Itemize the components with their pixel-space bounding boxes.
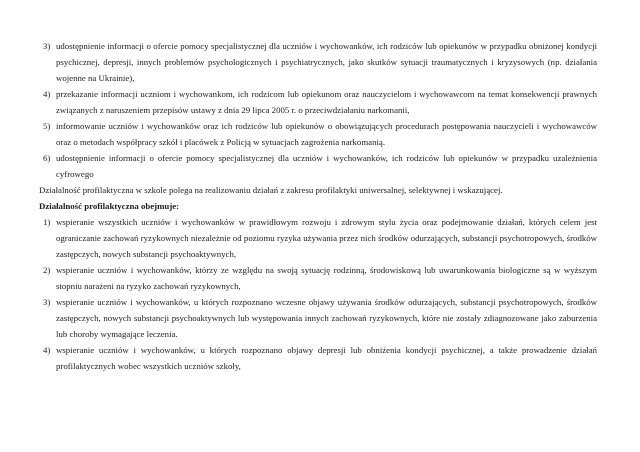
- list-item-text: wspieranie uczniów i wychowanków, u których rozpoznano wczesne objawy używania środków odurzających, substancji psychotropowych, środków zastępczych, nowych substancji psychoaktywnych lub występowania innych zachowań ryzykownych, które nie zostały zdiagnozowane jako zaburzenia lub choroby wymagające leczenia.: [56, 297, 597, 339]
- list-item-text: wspieranie uczniów i wychowanków, którzy ze względu na swoją sytuację rodzinną, środowiskową lub uwarunkowania biologiczne są w wyższym stopniu narażeni na ryzyko zachowań ryzykownych,: [56, 265, 597, 291]
- list-item-number: 6): [43, 153, 51, 163]
- list-item-number: 5): [43, 121, 51, 131]
- list-item-text: wspieranie wszystkich uczniów i wychowanków w prawidłowym rozwoju i zdrowym stylu życia oraz podejmowanie działań, których celem jest ograniczanie zachowań ryzykownych niezależnie od poziomu ryzyka używania przez nich środków odurzających, substancji psychotropowych, środków zastępczych, nowych substancji psychoaktywnych,: [56, 217, 597, 259]
- list-item-text: udostępnienie informacji o ofercie pomocy specjalistycznej dla uczniów i wychowanków, ich rodziców lub opiekunów w przypadku uzależnienia cyfrowego: [56, 153, 597, 179]
- list-item: [39, 86, 597, 118]
- list-item: [39, 38, 597, 86]
- list-item-number: 3): [43, 41, 51, 51]
- list-item: [39, 262, 597, 294]
- list-item: [39, 150, 597, 182]
- heading-preventive-activities: Działalność profilaktyczna obejmuje:: [39, 201, 180, 211]
- list-item-text: wspieranie uczniów i wychowanków, u których rozpoznano objawy depresji lub obniżenia kondycji psychicznej, a także prowadzenie działań profilaktycznych wobec wszystkich uczniów szkoły,: [56, 345, 597, 371]
- list-item: [39, 294, 597, 342]
- list-item-number: 4): [43, 89, 51, 99]
- list-item-text: informowanie uczniów i wychowanków oraz ich rodziców lub opiekunów o obowiązujących procedurach postępowania nauczycieli i wychowawców oraz o metodach współpracy szkół i placówek z Policją w sytuacjach zagrożenia narkomanią.: [56, 121, 597, 147]
- list-item-number: 2): [43, 265, 51, 275]
- list-item-number: 1): [43, 217, 51, 227]
- list-item: [39, 214, 597, 262]
- list-item-text: przekazanie informacji uczniom i wychowankom, ich rodzicom lub opiekunom oraz nauczycielom i wychowawcom na temat konsekwencji prawnych związanych z naruszeniem przepisów ustawy z dnia 29 lipca 2005 r. o przeciwdziałaniu narkomanii,: [56, 89, 597, 115]
- paragraph-preventive-activity: Działalność profilaktyczna w szkole polega na realizowaniu działań z zakresu profilaktyki uniwersalnej, selektywnej i wskazującej.: [39, 185, 503, 195]
- list-item-number: 4): [43, 345, 51, 355]
- list-item-number: 3): [43, 297, 51, 307]
- list-item: [39, 342, 597, 374]
- list-item: [39, 118, 597, 150]
- document-body: [39, 38, 597, 374]
- list-item-text: udostępnienie informacji o ofercie pomocy specjalistycznej dla uczniów i wychowanków, ich rodziców lub opiekunów w przypadku obniżonej kondycji psychicznej, depresji, innych problemów psychologicznych i psychiatrycznych, jako skutków sytuacji traumatycznych i kryzysowych (np. działania wojenne na Ukrainie),: [56, 41, 597, 83]
